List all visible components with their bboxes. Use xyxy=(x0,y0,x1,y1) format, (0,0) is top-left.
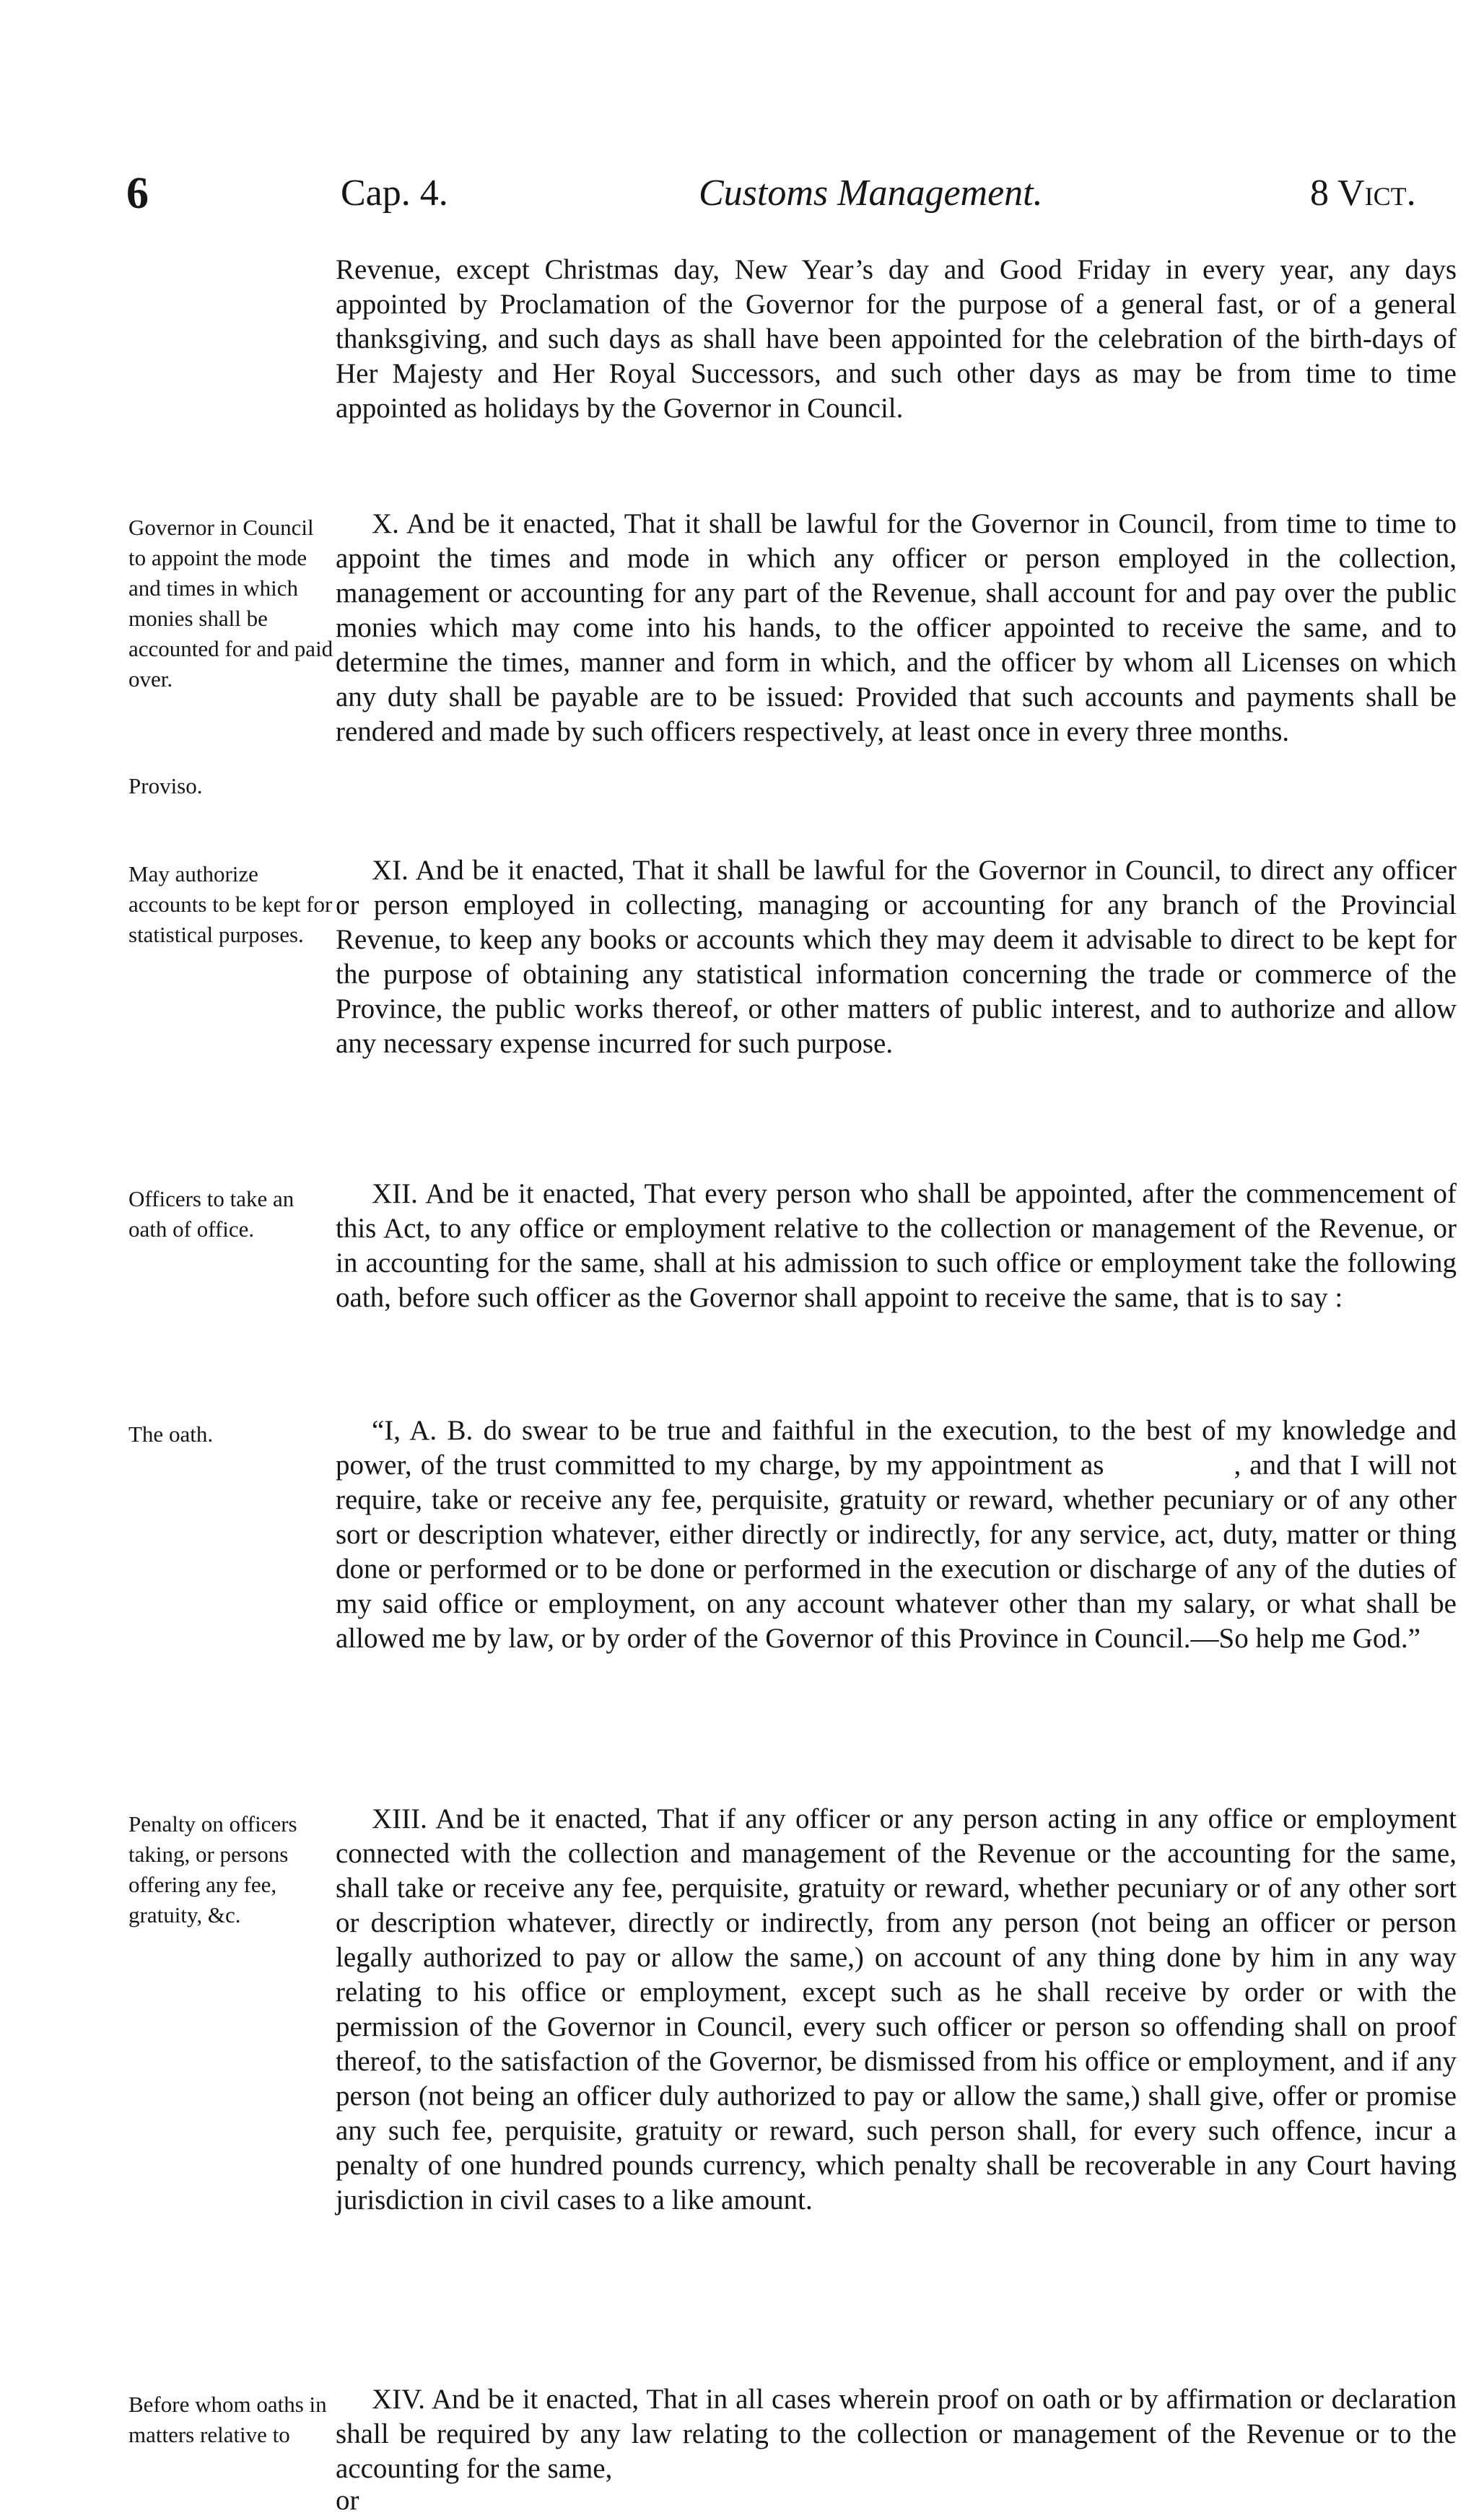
sidenote-proviso: Proviso. xyxy=(128,773,203,798)
oath-text-before-blank: “I, A. B. do swear to be true and faithful in the execution, to the best of my knowledge and power, of the trust committed to my charge, by my appointment as xyxy=(336,1415,1457,1481)
sidenote-the-oath: The oath. xyxy=(128,1421,214,1447)
regnal-year: 8 Vict. xyxy=(1310,173,1416,214)
running-header xyxy=(0,165,1484,222)
section-xiv-paragraph: XIV. And be it enacted, That in all cases wherein proof on oath or by affirmation or declaration shall be required by any law relating to the collection or management of the Revenue or to the accounting for the same, xyxy=(336,2384,1457,2484)
oath-text-after-blank: , and that I will not require, take or receive any fee, perquisite, gratuity or reward, whether pecuniary or of any other sort or description whatever, either directly or indirectly, for any service, act, duty, matter or thing done or performed or to be done or performed in the execution or discharge of any of the duties of my said office or employment, on any account whatever other than my salary, or what shall be allowed me by law, or by order of the Governor of this Province in Council.—So help me God.” xyxy=(336,1450,1457,1654)
page-number: 6 xyxy=(126,169,149,218)
running-title: Customs Management. xyxy=(699,173,1043,214)
oath-paragraph xyxy=(336,1413,1457,1656)
sidenote-section-xii: Officers to take an oath of office. xyxy=(128,1186,294,1242)
chapter-label: Cap. 4. xyxy=(341,173,448,214)
catchword: or xyxy=(336,2485,359,2516)
continuation-paragraph: Revenue, except Christmas day, New Year’s day and Good Friday in every year, any days appointed by Proclamation of the Governor for the purpose of a general fast, or of a general thanksgiving, and such days as shall have been appointed for the celebration of the birth-days of Her Majesty and Her Royal Successors, and such other days as may be from time to time appointed as holidays by the Governor in Council. xyxy=(336,254,1457,424)
section-xiii-paragraph: XIII. And be it enacted, That if any officer or any person acting in any office or employment connected with the collection and management of the Revenue or the accounting for the same, shall take or receive any fee, perquisite, gratuity or reward, whether pecuniary or of any other sort or description whatever, directly or indirectly, from any person (not being an officer or person legally authorized to pay or allow the same,) on account of any thing done by him in any way relating to his office or employment, except such as he shall receive by order or with the permission of the Governor in Council, every such officer or person so offending shall on proof thereof, to the satisfaction of the Governor, be dismissed from his office or employment, and if any person (not being an officer duly authorized to pay or allow the same,) shall give, offer or promise any such fee, perquisite, gratuity or reward, such person shall, for every such offence, incur a penalty of one hundred pounds currency, which penalty shall be recoverable in any Court having jurisdiction in civil cases to a like amount. xyxy=(336,1803,1457,2216)
section-xii-paragraph: XII. And be it enacted, That every person who shall be appointed, after the commencement of this Act, to any office or employment relative to the collection or management of the Revenue, or in accounting for the same, shall at his admission to such office or employment take the following oath, before such officer as the Governor shall appoint to receive the same, that is to say : xyxy=(336,1178,1457,1313)
sidenote-section-xiii: Penalty on officers taking, or persons offering any fee, gratuity, &c. xyxy=(128,1811,297,1927)
sidenote-section-xi: May authorize accounts to be kept for statistical purposes. xyxy=(128,861,333,947)
section-x-paragraph: X. And be it enacted, That it shall be lawful for the Governor in Council, from time to time to appoint the times and mode in which any officer or person employed in the collection, management or accounting for any part of the Revenue, shall account for and pay over the public monies which may come into his hands, to the officer appointed to receive the same, and to determine the times, manner and form in which, and the officer by whom all Licenses on which any duty shall be payable are to be issued: Provided that such accounts and payments shall be rendered and made by such officers respectively, at least once in every three months. xyxy=(336,508,1457,747)
sidenote-section-xiv: Before whom oaths in matters relative to xyxy=(128,2392,327,2447)
sidenote-section-x: Governor in Council to appoint the mode and times in which monies shall be accounted for and paid over. xyxy=(128,515,333,692)
section-xi-paragraph: XI. And be it enacted, That it shall be lawful for the Governor in Council, to direct any officer or person employed in collecting, managing or accounting for any branch of the Provincial Revenue, to keep any books or accounts which they may deem it advisable to direct to be kept for the purpose of obtaining any statistical information concerning the trade or commerce of the Province, the public works thereof, or other matters of public interest, and to authorize and allow any necessary expense incurred for such purpose. xyxy=(336,855,1457,1059)
